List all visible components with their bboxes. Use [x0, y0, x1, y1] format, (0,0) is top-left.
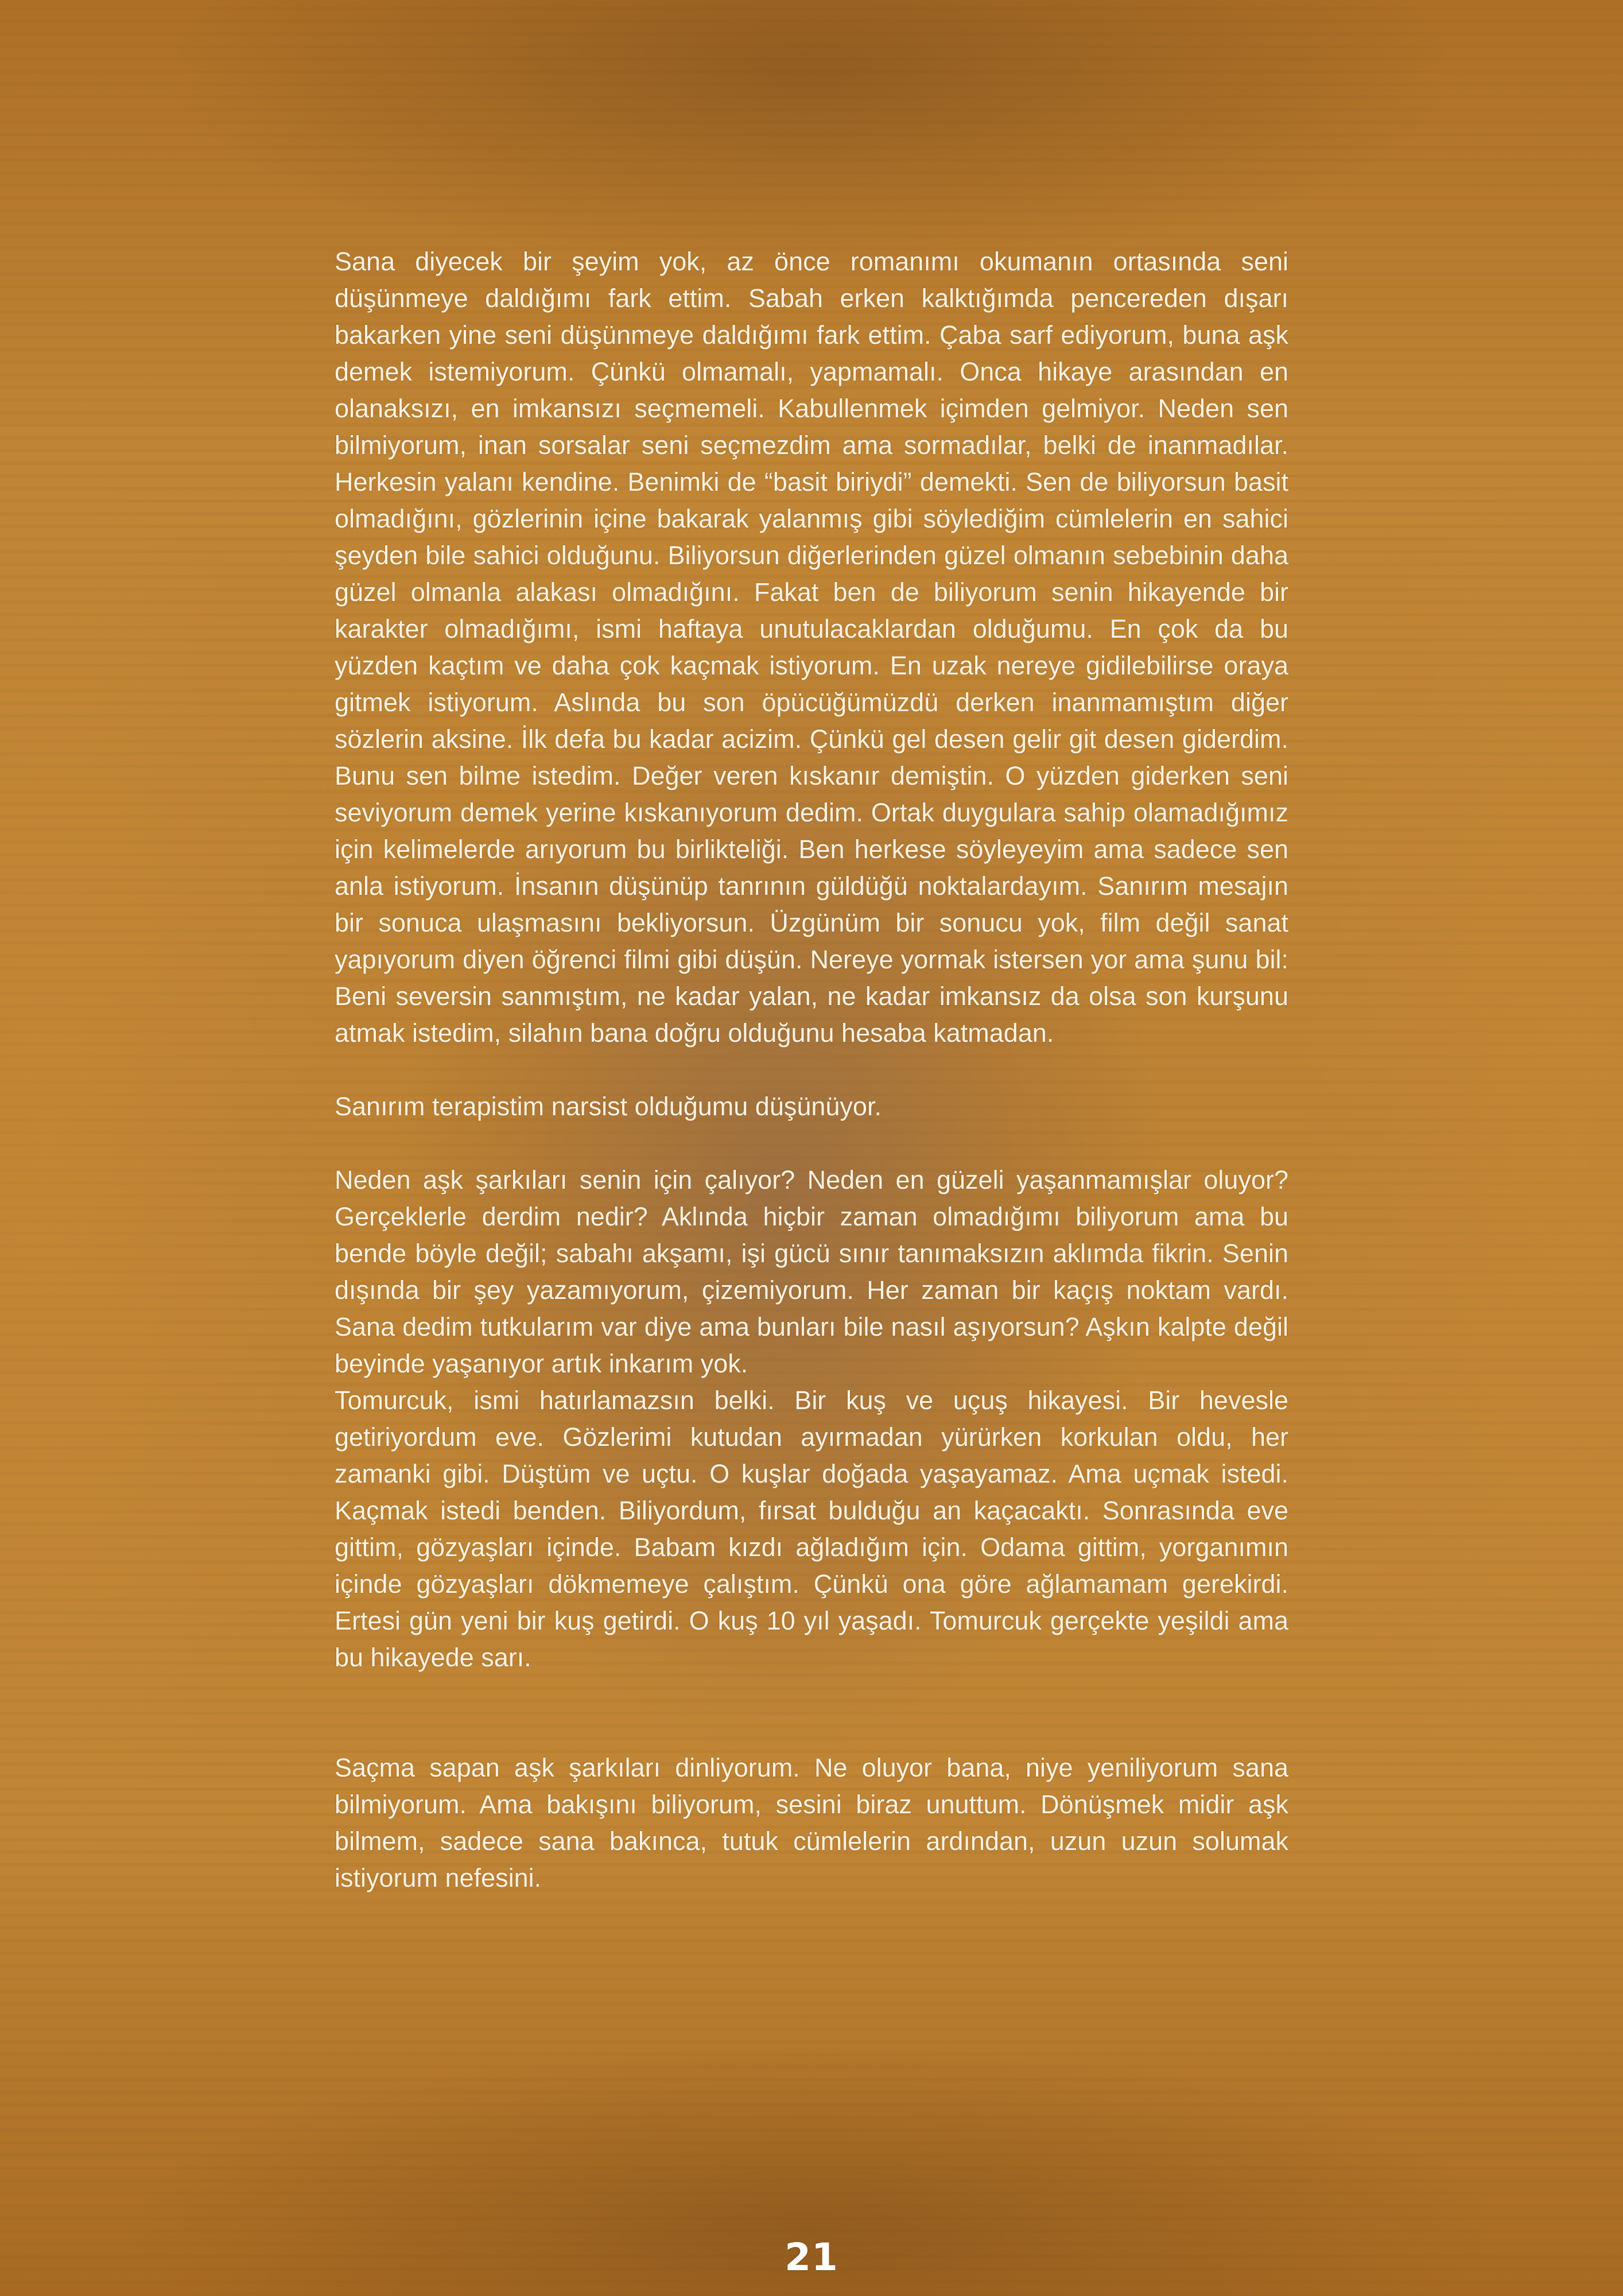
- paragraph-5: Saçma sapan aşk şarkıları dinliyorum. Ne oluyor bana, niye yeniliyorum sana bilmiyorum. Ama bakışını biliyorum, sesini biraz unuttum. Dönüşmek midir aşk bilmem, sadece sana bakınca, tutuk cümlelerin ardından, uzun uzun solumak istiyorum nefesini.: [335, 1753, 1288, 1892]
- paragraph-1: Sana diyecek bir şeyim yok, az önce romanımı okumanın ortasında seni düşünmeye daldığımı fark ettim. Sabah erken kalktığımda pencereden dışarı bakarken yine seni düşünmeye daldığımı fark ettim. Çaba sarf ediyorum, buna aşk demek istemiyorum. Çünkü olmamalı, yapmamalı. Onca hikaye arasından en olanaksızı, en imkansızı seçmemeli. Kabullenmek içimden gelmiyor. Neden sen bilmiyorum, inan sorsalar seni seçmezdim ama sormadılar, belki de inanmadılar. Herkesin yalanı kendine. Benimki de “basit biriydi” demekti. Sen de biliyorsun basit olmadığını, gözlerinin içine bakarak yalanmış gibi söylediğim cümlelerin en sahici şeyden bile sahici olduğunu. Biliyorsun diğerlerinden güzel olmanın sebebinin daha güzel olmanla alakası olmadığını. Fakat ben de biliyorum senin hikayende bir karakter olmadığımı, ismi haftaya unutulacaklardan olduğumu. En çok da bu yüzden kaçtım ve daha çok kaçmak istiyorum. En uzak nereye gidilebilirse oraya gitmek istiyorum. Aslında bu son öpücüğümüzdü derken inanmamıştım diğer sözlerin aksine. İlk defa bu kadar acizim. Çünkü gel desen gelir git desen giderdim. Bunu sen bilme istedim. Değer veren kıskanır demiştin. O yüzden giderken seni seviyorum demek yerine kıskanıyorum dedim. Ortak duygulara sahip olamadığımız için kelimelerde arıyorum bu birlikteliği. Ben herkese söyleyeyim ama sadece sen anla istiyorum. İnsanın düşünüp tanrının güldüğü noktalardayım. Sanırım mesajın bir sonuca ulaşmasını bekliyorsun. Üzgünüm bir sonucu yok, film değil sanat yapıyorum diyen öğrenci filmi gibi düşün. Nereye yormak istersen yor ama şunu bil: Beni seversin sanmıştım, ne kadar yalan, ne kadar imkansız da olsa son kurşunu atmak istedim, silahın bana doğru olduğunu hesaba katmadan.: [335, 247, 1288, 1048]
- paragraph-4: Tomurcuk, ismi hatırlamazsın belki. Bir kuş ve uçuş hikayesi. Bir hevesle getiriyordum eve. Gözlerimi kutudan ayırmadan yürürken korkulan oldu, her zamanki gibi. Düştüm ve uçtu. O kuşlar doğada yaşayamaz. Ama uçmak istedi. Kaçmak istedi benden. Biliyordum, fırsat bulduğu an kaçacaktı. Sonrasında eve gittim, gözyaşları içinde. Babam kızdı ağladığım için. Odama gittim, yorganımın içinde gözyaşları dökmemeye çalıştım. Çünkü ona göre ağlamamam gerekirdi. Ertesi gün yeni bir kuş getirdi. O kuş 10 yıl yaşadı. Tomurcuk gerçekte yeşildi ama bu hikayede sarı.: [335, 1386, 1288, 1672]
- paragraph-3: Neden aşk şarkıları senin için çalıyor? Neden en güzeli yaşanmamışlar oluyor? Gerçeklerle derdim nedir? Aklında hiçbir zaman olmadığımı biliyorum ama bu bende böyle değil; sabahı akşamı, işi gücü sınır tanımaksızın aklımda fikrin. Senin dışında bir şey yazamıyorum, çizemiyorum. Her zaman bir kaçış noktam vardı. Sana dedim tutkularım var diye ama bunları bile nasıl aşıyorsun? Aşkın kalpte değil beyinde yaşanıyor artık inkarım yok.: [335, 1165, 1288, 1378]
- page-number: 21: [785, 2235, 838, 2279]
- text-column: [335, 243, 1288, 1896]
- paragraph-2: Sanırım terapistim narsist olduğumu düşünüyor.: [335, 1092, 882, 1121]
